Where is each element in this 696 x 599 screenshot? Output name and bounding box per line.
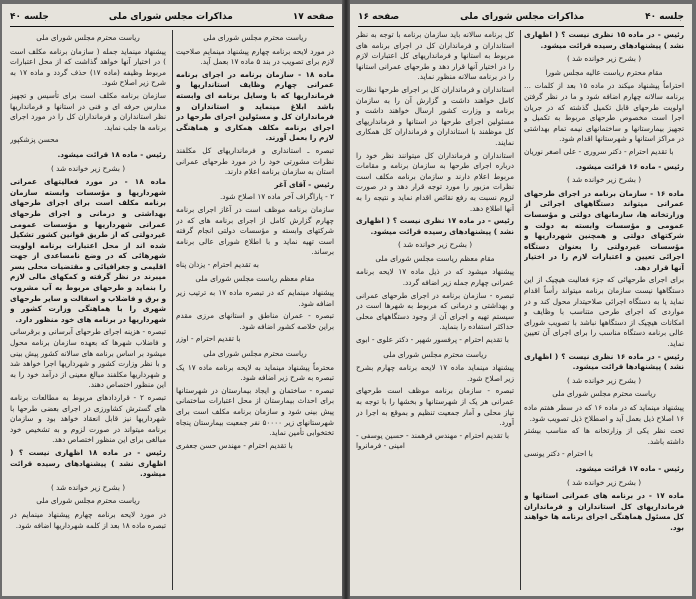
right-header-rule xyxy=(358,26,684,27)
left-page-title: مذاکرات مجلس شورای ملی xyxy=(108,12,233,22)
paragraph: ماده ۱۷ - در برنامه های عمرانی استانها و فرمانداریهای کل استانداران و فرمانداران کل مسئول هماهنگی اجرای برنامه ها خواهند بود. xyxy=(524,491,684,532)
right-page-left-column xyxy=(356,30,514,590)
paragraph: پیشنهاد مینماید که در ماده ۱۶ که در سطر هفتم ماده ۱۶ اصلاح ذیل بعمل آید و اصطلاح ذیل تصویب شود. xyxy=(524,403,684,423)
paragraph: سازمان برنامه موظف است در آغاز اجرای برنامه چهارم گزارش کامل از اجرای برنامه های که در شرکتهای وابسته و مؤسسات دولتی انجام گرفته است تهیه نماید و با اطلاع شورای عالی برنامه برساند. xyxy=(176,204,334,257)
paragraph: در مورد لایحه برنامه چهارم پیشنهاد مینمایم صلاحیت لازم برای تصویب در بند ۵ ماده ۱۷ بعمل آید. xyxy=(176,46,334,67)
paragraph: رئیس - در ماده ۱۵ نظری نیست ؟ ( اظهاری نشد ) پیشنهادهای رسیده قرائت میشود. xyxy=(524,30,684,50)
right-page-title: مذاکرات مجلس شورای ملی xyxy=(460,12,585,22)
paragraph: رئیس - ماده ۱۶ قرائت میشود. xyxy=(575,161,684,171)
paragraph: با تقدیم احترام - دکتر سروری - علی اصغر نوریان xyxy=(524,146,674,156)
paragraph: رئیس - ماده ۱۷ قرائت میشود. xyxy=(575,463,684,473)
paragraph: به تقدیم احترام - یزدان پناه xyxy=(176,259,259,269)
left-page-session: جلسه ۴۰ xyxy=(10,12,49,22)
paragraph: رئیس - ماده ۱۸ قرائت میشود. xyxy=(57,149,166,159)
paragraph: ( بشرح زیر خوانده شد ) xyxy=(397,240,473,250)
right-column-divider xyxy=(520,30,521,590)
right-page xyxy=(350,4,692,596)
paragraph: ماده ۱۸ - در مورد فعالیتهای عمرانی شهرداریها و مؤسسات وابسته سازمان برنامه مکلف است برای اجرای طرحهای بهداشتی و درمانی و اجرای طرحهای عمرانی شهرداریها و مؤسسات عمومی غیردولتی که از طریق قوانین کشور تشکیل شده اند از محل اعتبارات برنامه اولویت شهرهائی که در وضع نامساعدی از جهت اقلیمی و جغرافیائی و مقتضیات محلی بسر میبرند در نظر گرفته و کمکهای مالی لازم را بنماید و طرحهای مربوط به آب مشروب و برق و فاضلاب و اسفالت و سایر طرحهای شهری را با هماهنگی وزارت کشور و شهرداریها در برنامه های خود منظور دارد. xyxy=(10,177,166,324)
paragraph: پیشنهاد مینمایم که در تبصره ماده ۱۷ به ترتیب زیر اضافه شود. xyxy=(176,288,334,308)
paragraph: مقام معظم ریاست مجلس شورای ملی xyxy=(195,274,315,284)
paragraph: ریاست محترم مجلس شورای ملی xyxy=(36,496,140,506)
paragraph: تبصره - ساختمان و ایجاد بیمارستان در شهرستانها برای احداث بیمارستان از محل اعتبارات ساختمانی پیش بینی شود و سازمان برنامه مکلف است برای شهرستانهای زیر ۵۰۰۰۰ نفر جمعیت بیمارستان پنجاه تختخوابی تأمین نماید. xyxy=(176,385,334,438)
paragraph: مقام محترم ریاست عالیه مجلس شورا xyxy=(545,67,663,77)
paragraph: سازمان برنامه مکلف است برای تأسیس و تجهیز مدارس حرفه ای و فنی در استانها و فرمانداریها نظر استانداران و فرمانداران کل را در مورد اجرای برنامه ها جلب نماید. xyxy=(10,90,166,132)
paragraph: پیشنهاد مینماید ماده ۱۷ لایحه برنامه چهارم بشرح زیر اصلاح شود. xyxy=(356,363,514,383)
book-gutter xyxy=(342,0,350,599)
paragraph: تحت نظر یکی از وزارتخانه ها که مناسب بیشتر داشته باشد. xyxy=(524,426,684,446)
paragraph: با تقدیم احترام - مهندس فرهمند - حسین یوسفی - امینی - فرمانروا xyxy=(356,430,510,451)
paragraph: تبصره - هزینه اجرای طرحهای آبرسانی و برقرسانی و فاضلاب شهرها که بعهده سازمان برنامه محول میشود بر اساس برنامه های سالانه کشور پیش بینی و با نظر وزارت کشور و شهرداریها اجرا خواهد شد و شهرداریها مکلفند مبالغ معینی از درآمد خود را به این منظور اختصاص دهند. xyxy=(10,327,166,390)
left-column-divider xyxy=(172,30,173,590)
paragraph: تبصره - عمران مناطق و استانهای مرزی مقدم براین خلاصه کشور اضافه شود. xyxy=(176,311,334,331)
paragraph: رئیس - در ماده ۱۷ نظری نیست ؟ ( اظهاری نشد ) پیشنهادهای رسیده قرائت میشود. xyxy=(356,216,514,236)
paragraph: محسن پزشکپور xyxy=(10,135,59,145)
paragraph: برای اجرای طرحهائی که جزء فعالیت هیچیک از این دستگاهها نیست سازمان برنامه میتواند رأساً اقدام نماید یا به دستگاه اجرائی صلاحیتدار محول کند و در مواردی که اجرای طرحی متناسب با وظایف و امکانات هیچیک از دستگاهها نباشد با تصویب شورای عالی برنامه دستگاه مناسب را برای اجرای آن تعیین نماید. xyxy=(524,275,684,349)
left-page-header xyxy=(10,10,334,24)
paragraph: ( بشرح زیر خوانده شد ) xyxy=(50,163,126,173)
paragraph: ۲ - پاراگراف آخر ماده ۱۷ اصلاح شود. xyxy=(219,192,334,202)
paragraph: کل برنامه سالانه باید سازمان برنامه با توجه به نظر استانداران و فرمانداران کل در اجرای برنامه های مربوط به استانها و فرمانداریهای کل اعتبارات لازم را در اختیار آنها قرار دهد و طرحهای عمرانی استانها را در برنامه سالانه منظور نماید. xyxy=(356,30,514,82)
right-page-header xyxy=(358,10,684,24)
paragraph: رئیس - آقای آغر xyxy=(274,179,334,189)
paragraph: پیشنهاد مینماید جمله ( سازمان برنامه مکلف است ) در اختیار آنها خواهد گذاشت که از محل اعتبارات مربوط وظیفه (ماده ۱۷) حذف گردد و ماده ۱۷ به شرح زیر اصلاح شود. xyxy=(10,46,166,88)
paragraph: مقام معظم ریاست مجلس شورای ملی xyxy=(375,253,495,263)
paragraph: تبصره - سازمان برنامه موظف است طرحهای عمرانی هر یک از شهرستانها و بخشها را با توجه به نیاز محلی و آمار جمعیت تنظیم و بموقع به اجرا در آورد. xyxy=(356,386,514,428)
paragraph: با احترام - دکتر یونسی xyxy=(524,449,593,459)
left-header-rule xyxy=(10,26,334,27)
paragraph: با تقدیم احترام - مهندس حسن جعفری xyxy=(176,440,293,450)
left-page xyxy=(2,4,342,596)
paragraph: استانداران و فرمانداران کل بر اجرای طرحها نظارت کامل خواهند داشت و گزارش آن را به سازمان برنامه و وزارت کشور ارسال خواهند داشت و مسئولین اجرای طرحها در استانها و فرمانداریهای کل موظفند با استانداران و فرمانداران کل همکاری نمایند. xyxy=(356,84,514,147)
right-page-number: صفحه ۱۶ xyxy=(358,12,400,22)
paragraph: تبصره ۲ - قراردادهای مربوط به مطالعات برنامه های گسترش کشاورزی در اجرای بعضی طرحها با شهرداریها نیز قابل انعقاد خواهد بود و سازمان برنامه میتواند در صورت لزوم و به تشخیص خود مبالغی برای این منظور اختصاص دهد. xyxy=(10,393,166,445)
paragraph: ریاست محترم مجلس شورای ملی xyxy=(36,33,140,42)
left-page-left-column xyxy=(10,30,166,590)
right-page-session: جلسه ۴۰ xyxy=(645,12,684,22)
right-page-right-column xyxy=(524,30,684,590)
paragraph: ( بشرح زیر خوانده شد ) xyxy=(566,54,642,64)
paragraph: پیشنهاد میشود که در ذیل ماده ۱۷ لایحه برنامه عمرانی چهارم جمله زیر اضافه گردد. xyxy=(356,267,514,288)
paragraph: ( بشرح زیر خوانده شد ) xyxy=(566,477,642,487)
paragraph: محترماً پیشنهاد مینماید به لایحه برنامه ماده ۱۷ یک تبصره به شرح زیر اضافه شود. xyxy=(176,362,334,383)
paragraph: ( بشرح زیر خوانده شد ) xyxy=(50,482,126,492)
paragraph: ماده ۱۶ - سازمان برنامه در اجرای طرحهای عمرانی میتواند دستگاههای اجرائی از وزارتخانه ها، سازمانهای دولتی و مؤسسات عمومی و مؤسسات وابسته به دولت و شرکتهای دولتی و همچنین شهرداریها و مؤسسات غیردولتی را بعنوان دستگاه اجرائی تعیین و اعتبارات لازم را در اختیار آنها قرار دهد. xyxy=(524,188,684,272)
paragraph: در مورد لایحه برنامه چهارم پیشنهاد مینمایم در تبصره ماده ۱۸ بعد از کلمه شهرداریها اضافه شود. xyxy=(10,509,166,530)
paragraph: ریاست محترم مجلس شورای ملی xyxy=(203,33,307,42)
paragraph: ریاست محترم مجلس شورای ملی xyxy=(203,349,307,359)
paragraph: تبصره ـ استانداری و فرمانداریهای کل مکلفند نظرات مشورتی خود را در مورد طرحهای عمرانی استان به سازمان برنامه اعلام دارند. xyxy=(176,145,334,177)
paragraph: با تقدیم احترام - اوزر xyxy=(176,334,241,344)
paragraph: احتراماً پیشنهاد میکند در ماده ۱۵ بعد از کلمات ... برنامه سالانه چهارم اضافه شود و ما در نظر گرفتن اولویت طرحهای قابل تکمیل گذشته که در جریان اجرا است مخصوص طرحهای مربوط به تکمیل و تجهیز بیمارستانها و ساختمانهای نیمه تمام بهداشتی در مراکز استانها و شهرستانها اقدام شود. xyxy=(524,81,684,144)
paragraph: ماده ۱۸ - سازمان برنامه در اجرای برنامه عمرانی چهارم وظایف استانداریها و فرمانداریها که با وسایل برنامه ای وابسته باشد ابلاغ مینماید و استانداران و فرمانداران کل و مسئولین اجرای طرحها در اجرای برنامه مکلف همکاری و هماهنگی لازم را بعمل آورند. xyxy=(176,69,334,143)
paragraph: ریاست محترم مجلس شورای ملی xyxy=(552,389,656,399)
left-page-number: صفحه ۱۷ xyxy=(292,12,334,22)
left-page-right-column xyxy=(176,30,334,590)
paragraph: استانداران و فرمانداران کل میتوانند نظر خود را درباره اجرای طرحها به سازمان برنامه و مقامات مربوط اعلام دارند و سازمان برنامه مکلف است نظرات مزبور را مورد توجه قرار دهد و در صورت لزوم نسبت به رفع نقائص اقدام نماید و نتیجه را به آنها اطلاع دهد. xyxy=(356,150,514,213)
paragraph: ( بشرح زیر خوانده شد ) xyxy=(566,175,642,185)
paragraph: ( بشرح زیر خوانده شد ) xyxy=(566,375,642,385)
paragraph: با تقدیم احترام - پرفسور شهپر - دکتر علوی - ابوی xyxy=(356,335,509,345)
paragraph: ریاست محترم مجلس شورای ملی xyxy=(383,349,487,359)
paragraph: رئیس - در ماده ۱۸ اظهاری نیست ؟ ( اظهاری نشد ) پیشنهادهای رسیده قرائت میشود. xyxy=(10,447,166,479)
paragraph: تبصره - سازمان برنامه در اجرای طرحهای عمرانی و بهداشتی و درمانی که مربوط به شهرها است در سیستم تهیه و اجرای آن از وجود دستگاههای محلی حداکثر استفاده را بنماید. xyxy=(356,290,514,332)
paragraph: رئیس - در ماده ۱۶ نظری نیست ؟ ( اظهاری نشد ) پیشنهادها قرائت میشود. xyxy=(524,351,684,372)
